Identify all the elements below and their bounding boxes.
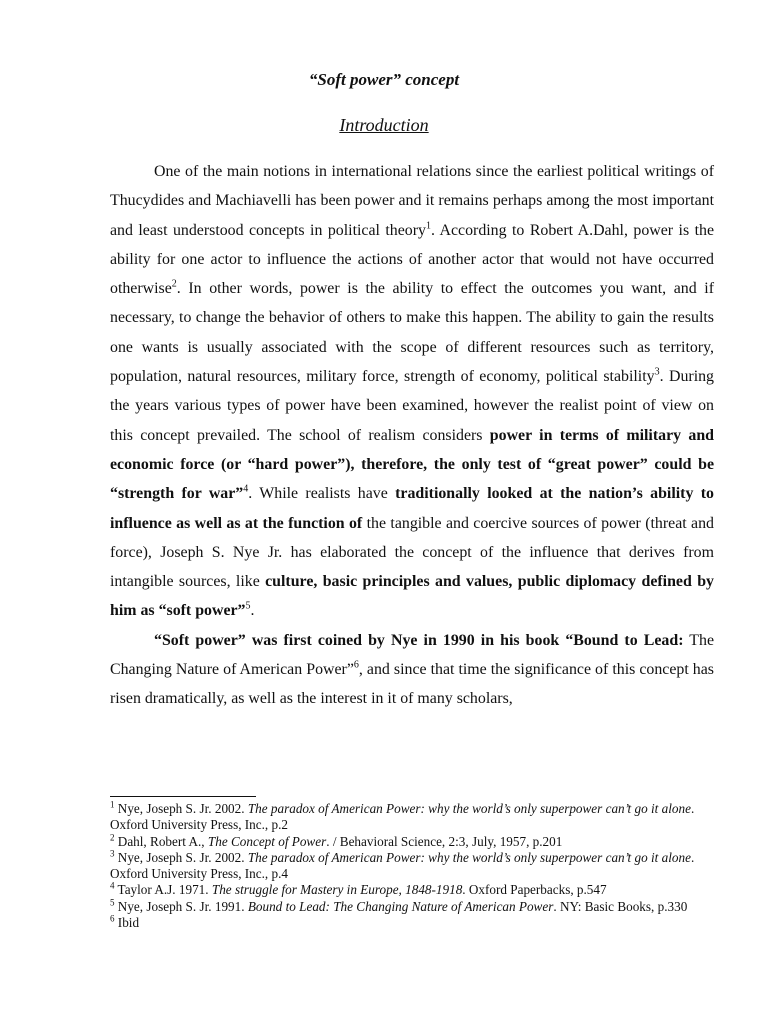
footnote-item: [110, 801, 714, 834]
footnote-number: 2: [110, 832, 115, 843]
footnote-ref: 2: [171, 278, 177, 290]
text-run: . / Behavioral Science, 2:3, July, 1957, p.201: [326, 833, 563, 849]
footnote-item: [110, 882, 714, 898]
italic-title-run: The Concept of Power: [207, 833, 327, 849]
footnote-number: 4: [110, 881, 115, 892]
footnote-ref: 5: [245, 601, 251, 613]
text-run: . NY: Basic Books, p.330: [553, 898, 688, 914]
text-run: . Oxford Paperbacks, p.547: [462, 882, 607, 898]
italic-title: [248, 899, 554, 914]
bold-text-run: traditionally looked at the nation’s ability to influence as well as at the function of: [110, 485, 714, 532]
text-run: , and since that time the significance of this concept has risen dramatically, as well as the interest in it of many scholars,: [110, 661, 714, 708]
text-run: Nye, Joseph S. Jr. 2002.: [114, 801, 248, 816]
text-run: Nye, Joseph S. Jr. 1991.: [114, 898, 248, 914]
text-run: Taylor A.J. 1971.: [114, 882, 212, 898]
italic-title: [248, 850, 691, 865]
italic-title-run: The paradox of American Power: why the world’s only superpower can’t go it alone: [247, 801, 691, 816]
text-run: . While realists have: [248, 485, 396, 503]
footnote-ref: 3: [654, 366, 660, 378]
text-run: . During the years various types of power have been examined, however the realist point of view on this concept prevailed. The school of realism considers: [110, 368, 714, 444]
italic-title: [248, 801, 691, 816]
footnote-ref: 4: [243, 483, 249, 495]
text-run: .: [250, 602, 255, 620]
footnote-number: 1: [110, 799, 115, 810]
footnote-number: 3: [110, 848, 115, 859]
text-run: Ibid: [114, 915, 140, 931]
footnote-number: 5: [110, 897, 115, 908]
text-run: The Changing Nature of American Power”: [110, 631, 714, 679]
footnote-item: [110, 834, 714, 850]
bold-text-run: culture, basic principles and values, public diplomacy defined by him as “soft power”: [110, 573, 714, 620]
footnote-item: [110, 915, 714, 931]
italic-title-run: The struggle for Mastery in Europe, 1848-1918: [211, 882, 463, 898]
text-run: the tangible and coercive sources of power (threat and force), Joseph S. Nye Jr. has elaborated the concept of the influence that derives from intangible sources, like: [110, 514, 715, 591]
footnotes: [110, 801, 714, 931]
footnote-ref: 1: [425, 220, 431, 232]
paragraph: [110, 626, 714, 714]
footnote-divider: [110, 796, 256, 797]
text-run: . Oxford University Press, Inc., p.2: [110, 801, 695, 833]
footnote-item: [110, 850, 714, 883]
text-run: One of the main notions in international relations since the earliest political writings of Thucydides and Machiavelli has been power and it remains perhaps among the most important and least understood concepts in political theory: [110, 163, 714, 239]
section-heading: Introduction: [339, 115, 429, 135]
text-run: . In other words, power is the ability to effect the outcomes you want, and if necessary, to change the behavior of others to make this happen. The ability to gain the results one wants is usually associated with the scope of different resources such as territory, population, natural resources, military force, strength of economy, political stability: [110, 280, 714, 386]
italic-title: [208, 834, 326, 849]
bold-text-run: “Soft power” was first coined by Nye in 1990 in his book “Bound to Lead:: [154, 631, 684, 649]
text-run: . According to Robert A.Dahl, power is the ability for one actor to influence the actions of another actor that would not have occurred otherwise: [110, 221, 714, 298]
footnote-ref: 6: [353, 659, 359, 671]
page-title: “Soft power” concept: [308, 70, 460, 89]
footnote-number: 6: [110, 913, 115, 924]
text-run: . Oxford University Press, Inc., p.4: [110, 849, 695, 882]
italic-title-run: Bound to Lead: The Changing Nature of American Power: [247, 898, 554, 914]
text-run: Nye, Joseph S. Jr. 2002.: [114, 849, 248, 865]
body-text: [110, 157, 714, 714]
footnote-item: [110, 899, 714, 915]
bold-text-run: power in terms of military and economic force (or “hard power”), therefore, the only test of “great power” could be “strength for war”: [110, 426, 714, 503]
italic-title-run: The paradox of American Power: why the world’s only superpower can’t go it alone: [247, 849, 691, 865]
text-run: Dahl, Robert A.,: [114, 833, 208, 849]
paragraph: [110, 157, 714, 626]
italic-title: [212, 882, 462, 897]
